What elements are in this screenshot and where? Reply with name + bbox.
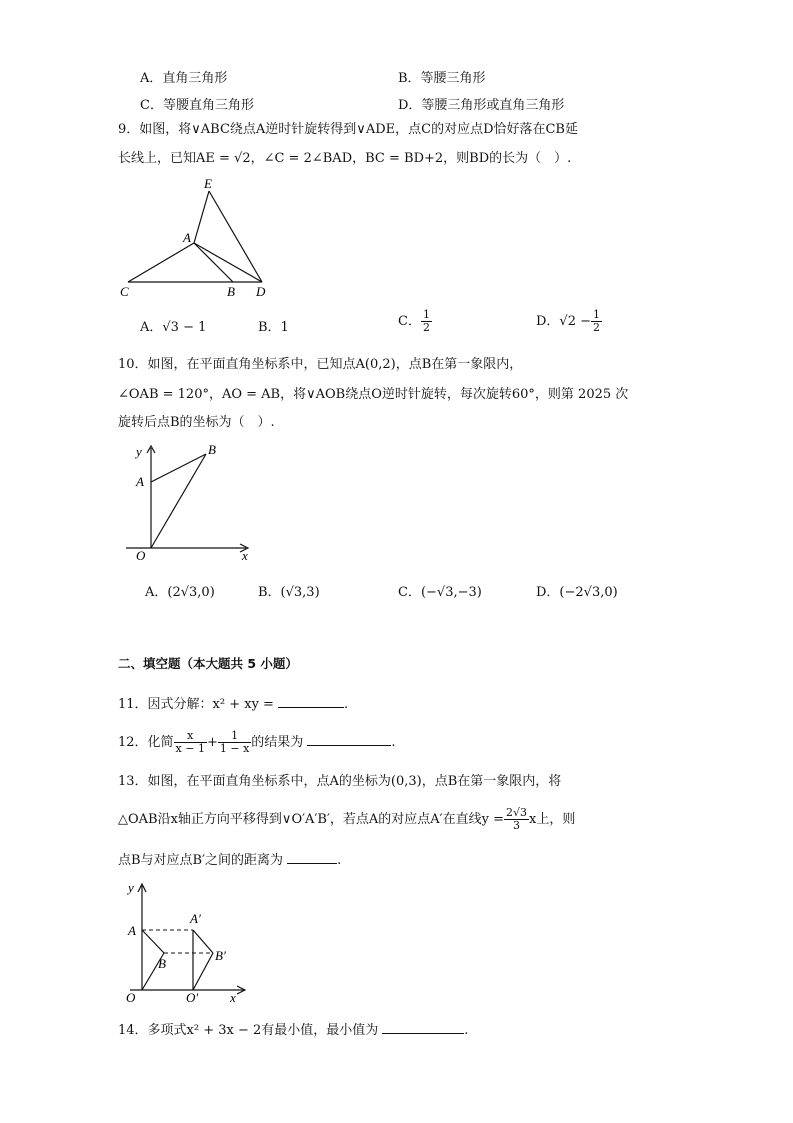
q10-line-1: 10．如图，在平面直角坐标系中，已知点A(0,2)，点B在第一象限内， <box>118 357 523 372</box>
q12-plus: + <box>206 735 218 750</box>
q9-option-c-fraction: $\frac{1}{2}$ <box>422 308 430 334</box>
label-E: E <box>204 176 212 191</box>
label-B: B <box>227 284 235 299</box>
q13-line-3-prefix: 点B与对应点B′之间的距离为 <box>118 853 284 868</box>
q9-option-c <box>398 309 432 334</box>
q12-fraction-1: $\frac{x}{x - 1}$ <box>175 729 205 755</box>
q9-line-1: 9．如图，将∨ABC绕点A逆时针旋转得到∨ADE，点C的对应点D恰好落在CB延 <box>118 122 578 137</box>
q13-line-1: 13．如图，在平面直角坐标系中，点A的坐标为(0,3)，点B在第一象限内，将 <box>118 774 562 789</box>
q9-option-a: A．√3 − 1 <box>140 320 207 335</box>
axis-y-label: y <box>128 880 134 895</box>
label-A: A <box>136 474 144 489</box>
q13-line-2 <box>118 805 575 835</box>
q13-line-2-prefix: △OAB沿x轴正方向平移得到∨O′A′B′，若点A的对应点A′在直线y = <box>118 812 504 827</box>
label-A: A <box>128 923 136 938</box>
label-A: A <box>183 230 191 245</box>
label-B-prime: B′ <box>215 948 226 963</box>
q10-option-a: A．(2√3,0) <box>145 585 215 600</box>
q14-answer-blank[interactable] <box>382 1021 464 1034</box>
section-title: 二、填空题（本大题共 5 小题） <box>118 656 298 671</box>
q13-line-3-suffix: . <box>337 853 342 868</box>
q11-suffix: . <box>343 697 349 712</box>
q9-option-b: B．1 <box>258 320 289 335</box>
q11-prefix: 11．因式分解：x² + xy = <box>118 697 274 712</box>
label-B: B <box>208 442 216 457</box>
q14-line <box>118 1021 468 1040</box>
q10-line-2: ∠OAB = 120°，AO = AB，将∨AOB绕点O逆时针旋转，每次旋转60°，则第 2025 次 <box>118 387 629 402</box>
q12-line <box>118 728 395 758</box>
q10-line-3: 旋转后点B的坐标为（ ）. <box>118 415 275 430</box>
q10-option-b: B．(√3,3) <box>258 585 320 600</box>
q13-line-3 <box>118 851 341 870</box>
q13-line-2-suffix: x上，则 <box>529 812 576 827</box>
label-A-prime: A′ <box>190 911 201 926</box>
q8-option-d: D．等腰三角形或直角三角形 <box>398 98 565 113</box>
q11-answer-blank[interactable] <box>278 695 344 708</box>
q14-prefix: 14．多项式x² + 3x − 2有最小值，最小值为 <box>118 1023 379 1038</box>
q8-option-b: B．等腰三角形 <box>398 71 486 86</box>
q13-figure <box>118 878 258 1008</box>
label-D: D <box>256 284 266 299</box>
q10-option-c: C．(−√3,−3) <box>398 585 482 600</box>
q14-suffix: . <box>464 1023 469 1038</box>
label-O: O <box>126 990 136 1005</box>
label-O: O <box>136 548 146 563</box>
q12-suffix: . <box>391 735 396 750</box>
label-O-prime: O′ <box>186 990 199 1005</box>
q12-middle: 的结果为 <box>251 735 304 750</box>
q9-option-d <box>536 309 602 334</box>
q12-answer-blank[interactable] <box>307 733 391 746</box>
q9-figure <box>118 176 288 301</box>
axis-y-label: y <box>136 444 142 459</box>
q13-slope-fraction: $\frac{2√3}{3}$ <box>506 806 528 832</box>
q12-fraction-2: $\frac{1}{1 - x}$ <box>219 729 250 755</box>
q9-option-d-fraction: $\frac{1}{2}$ <box>593 308 601 334</box>
q8-option-c: C．等腰直角三角形 <box>140 98 254 113</box>
axis-x-label: x <box>230 990 236 1005</box>
q9-option-d-prefix: D．√2 − <box>536 314 592 329</box>
q9-line-2: 长线上，已知AE = √2，∠C = 2∠BAD，BC = BD+2，则BD的长为（ ）. <box>118 151 572 166</box>
axis-x-label: x <box>242 548 248 563</box>
label-B: B <box>158 956 166 971</box>
q10-option-d: D．(−2√3,0) <box>536 585 618 600</box>
q13-answer-blank[interactable] <box>287 851 337 864</box>
q11-line <box>118 695 348 714</box>
q9-option-c-prefix: C． <box>398 314 421 329</box>
label-C: C <box>120 284 129 299</box>
q12-prefix: 12．化简 <box>118 735 174 750</box>
q8-option-a: A．直角三角形 <box>140 71 228 86</box>
q10-figure <box>118 440 268 565</box>
